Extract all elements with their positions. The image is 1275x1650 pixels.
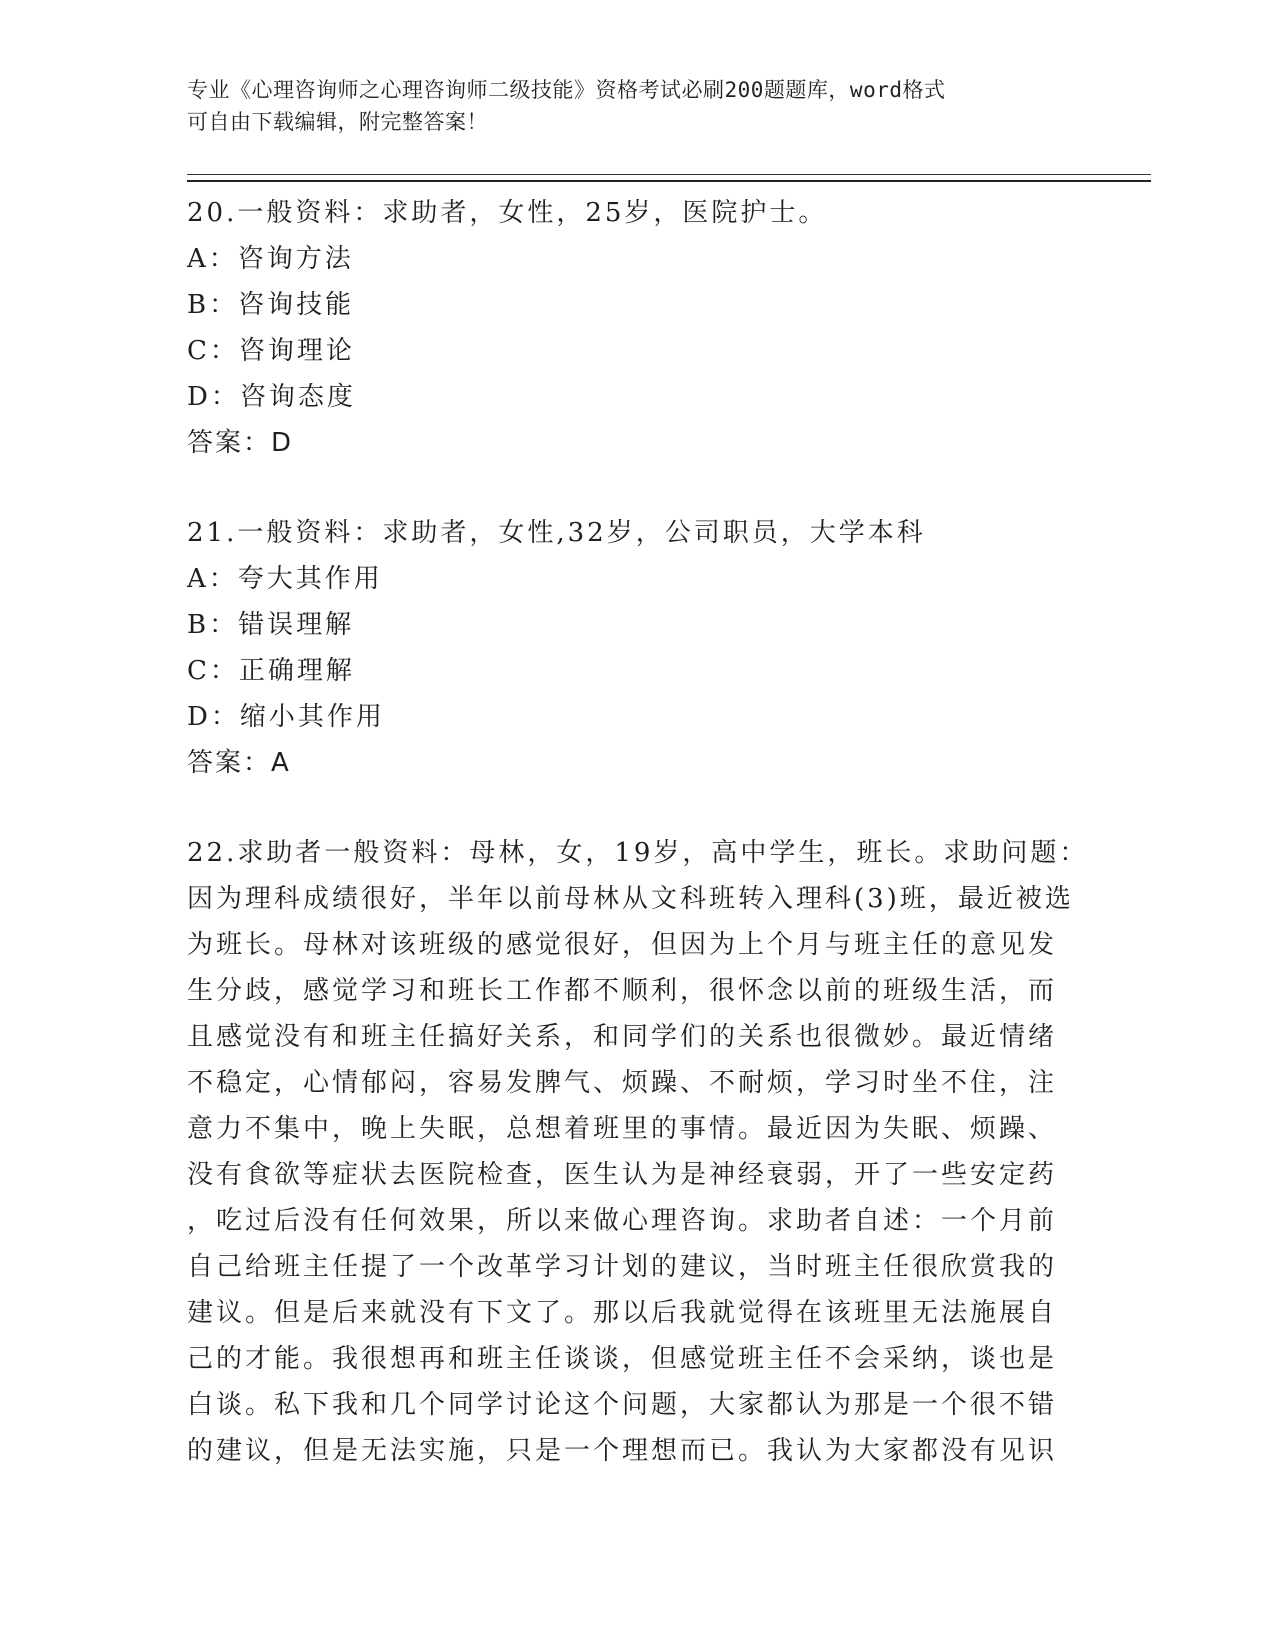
passage-line: 白谈。私下我和几个同学讨论这个问题，大家都认为那是一个很不错: [187, 1390, 1058, 1420]
passage-line: ，吃过后没有任何效果，所以来做心理咨询。求助者自述：一个月前: [187, 1206, 1058, 1236]
option-a: A：咨询方法: [187, 244, 354, 274]
section-gap: [187, 466, 1067, 510]
document-body: [187, 190, 1089, 1474]
option-c: C：咨询理论: [187, 336, 355, 366]
section-gap: [187, 786, 1067, 830]
answer-label: 答案：A: [187, 748, 291, 778]
question-21: [187, 510, 1067, 786]
option-b: B：咨询技能: [187, 290, 355, 320]
answer-label: 答案：D: [187, 428, 294, 458]
option-a: A：夸大其作用: [187, 564, 383, 594]
passage-line: 生分歧，感觉学习和班长工作都不顺利，很怀念以前的班级生活，而: [187, 976, 1058, 1006]
option-d: D：咨询态度: [187, 382, 356, 412]
passage-line: 建议。但是后来就没有下文了。那以后我就觉得在该班里无法施展自: [187, 1298, 1058, 1328]
option-c: C：正确理解: [187, 656, 355, 686]
passage-line: 自己给班主任提了一个改革学习计划的建议，当时班主任很欣赏我的: [187, 1252, 1058, 1282]
option-d: D：缩小其作用: [187, 702, 385, 732]
passage-line: 意力不集中，晚上失眠，总想着班里的事情。最近因为失眠、烦躁、: [187, 1114, 1058, 1144]
passage-line: 己的才能。我很想再和班主任谈谈，但感觉班主任不会采纳，谈也是: [187, 1344, 1058, 1374]
option-b: B：错误理解: [187, 610, 355, 640]
passage-line: 不稳定，心情郁闷，容易发脾气、烦躁、不耐烦，学习时坐不住，注: [187, 1068, 1058, 1098]
passage-line: 因为理科成绩很好，半年以前母林从文科班转入理科(3)班，最近被选: [187, 884, 1074, 914]
header-divider-thin: [187, 174, 1151, 175]
passage-line: 没有食欲等症状去医院检查，医生认为是神经衰弱，开了一些安定药: [187, 1160, 1058, 1190]
passage-line: 的建议，但是无法实施，只是一个理想而已。我认为大家都没有见识: [187, 1436, 1058, 1466]
question-22-passage: [187, 830, 1089, 1474]
passage-line: 为班长。母林对该班级的感觉很好，但因为上个月与班主任的意见发: [187, 930, 1058, 960]
question-stem: 20.一般资料：求助者，女性，25岁，医院护士。: [187, 198, 828, 228]
question-20: [187, 190, 1067, 466]
document-header: [187, 74, 1067, 138]
header-line-2: 可自由下载编辑，附完整答案！: [187, 110, 488, 134]
header-line-1: 专业《心理咨询师之心理咨询师二级技能》资格考试必刷200题题库，word格式: [187, 78, 946, 102]
passage-line: 且感觉没有和班主任搞好关系，和同学们的关系也很微妙。最近情绪: [187, 1022, 1058, 1052]
header-divider-thick: [187, 180, 1151, 182]
passage-line: 22.求助者一般资料：母林，女，19岁，高中学生，班长。求助问题：: [187, 838, 1089, 868]
question-stem: 21.一般资料：求助者，女性,32岁，公司职员，大学本科: [187, 518, 926, 548]
